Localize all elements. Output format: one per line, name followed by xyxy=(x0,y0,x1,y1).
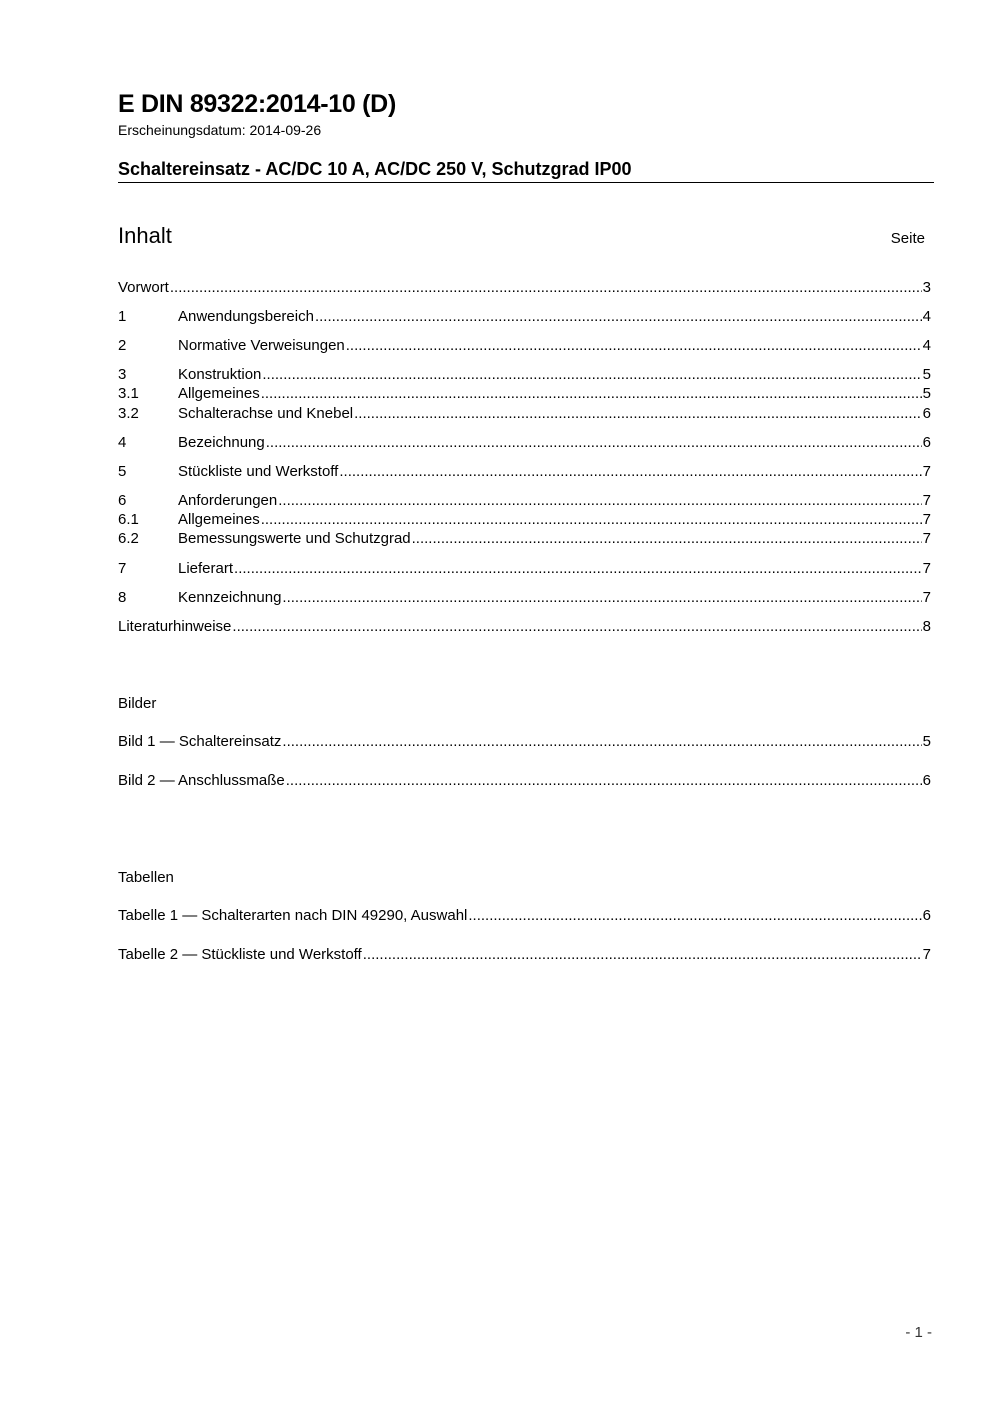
toc-entry-5[interactable] xyxy=(118,462,931,482)
figures-heading: Bilder xyxy=(118,695,157,712)
dot-leader xyxy=(234,559,922,579)
dot-leader xyxy=(266,433,922,453)
toc-entry-6-2[interactable] xyxy=(118,529,931,549)
toc-entry-8[interactable] xyxy=(118,588,931,608)
page-number: - 1 - xyxy=(905,1324,932,1341)
toc-entry-text: Normative Verweisungen xyxy=(178,337,345,354)
page-column-label: Seite xyxy=(890,230,925,247)
dot-leader xyxy=(282,588,921,608)
table-entry-page: 6 xyxy=(922,907,931,924)
table-entry-2[interactable] xyxy=(118,945,931,965)
dot-leader xyxy=(262,365,921,385)
dot-leader xyxy=(412,529,922,549)
toc-entry-page: 7 xyxy=(922,530,931,547)
toc-entry-text: Schalterachse und Knebel xyxy=(178,405,354,422)
toc-entry-3-2[interactable] xyxy=(118,404,931,424)
dot-leader xyxy=(232,617,921,637)
toc-entry-text: Anwendungsbereich xyxy=(178,308,314,325)
toc-entry-6-1[interactable] xyxy=(118,510,931,530)
toc-entry-page: 5 xyxy=(922,385,931,402)
toc-entry-6[interactable] xyxy=(118,491,931,511)
figure-entry-2[interactable] xyxy=(118,771,931,791)
table-entry-text: Tabelle 2 — Stückliste und Werkstoff xyxy=(118,946,362,963)
figure-entry-page: 5 xyxy=(922,733,931,750)
dot-leader xyxy=(315,307,922,327)
dot-leader xyxy=(363,945,922,965)
toc-entry-number: 8 xyxy=(118,589,127,606)
toc-entry-number: 6 xyxy=(118,492,127,509)
toc-entry-literaturhinweise[interactable] xyxy=(118,617,931,637)
toc-entry-page: 6 xyxy=(922,405,931,422)
toc-entry-text: Bemessungswerte und Schutzgrad xyxy=(178,530,411,547)
publication-date: Erscheinungsdatum: 2014-09-26 xyxy=(118,122,322,138)
dot-leader xyxy=(354,404,922,424)
toc-entry-text: Literaturhinweise xyxy=(118,618,232,635)
dot-leader xyxy=(170,278,922,298)
dot-leader xyxy=(339,462,921,482)
toc-entry-page: 3 xyxy=(922,279,931,296)
toc-entry-2[interactable] xyxy=(118,336,931,356)
toc-entry-number: 3.2 xyxy=(118,405,139,422)
toc-entry-number: 3.1 xyxy=(118,385,139,402)
toc-entry-number: 6.1 xyxy=(118,511,139,528)
toc-entry-number: 4 xyxy=(118,434,127,451)
toc-entry-1[interactable] xyxy=(118,307,931,327)
toc-entry-4[interactable] xyxy=(118,433,931,453)
figure-entry-text: Bild 2 — Anschlussmaße xyxy=(118,772,285,789)
toc-entry-number: 6.2 xyxy=(118,530,139,547)
toc-entry-number: 1 xyxy=(118,308,127,325)
document-title: Schaltereinsatz - AC/DC 10 A, AC/DC 250 V, Schutzgrad IP00 xyxy=(118,159,632,179)
dot-leader xyxy=(278,491,921,511)
toc-entry-page: 4 xyxy=(922,337,931,354)
toc-entry-3[interactable] xyxy=(118,365,931,385)
toc-entry-page: 7 xyxy=(922,511,931,528)
toc-entry-number: 3 xyxy=(118,366,127,383)
toc-entry-page: 5 xyxy=(922,366,931,383)
toc-entry-text: Allgemeines xyxy=(178,385,260,402)
toc-entry-text: Stückliste und Werkstoff xyxy=(178,463,339,480)
toc-entry-text: Bezeichnung xyxy=(178,434,265,451)
toc-entry-page: 8 xyxy=(922,618,931,635)
table-entry-1[interactable] xyxy=(118,906,931,926)
table-entry-page: 7 xyxy=(922,946,931,963)
figure-entry-page: 6 xyxy=(922,772,931,789)
dot-leader xyxy=(261,384,922,404)
toc-entry-page: 6 xyxy=(922,434,931,451)
toc-entry-text: Konstruktion xyxy=(178,366,262,383)
dot-leader xyxy=(346,336,922,356)
figure-entry-1[interactable] xyxy=(118,732,931,752)
toc-entry-page: 7 xyxy=(922,589,931,606)
toc-entry-page: 7 xyxy=(922,560,931,577)
toc-entry-7[interactable] xyxy=(118,559,931,579)
table-entry-text: Tabelle 1 — Schalterarten nach DIN 49290, Auswahl xyxy=(118,907,468,924)
toc-entry-number: 2 xyxy=(118,337,127,354)
document-id: E DIN 89322:2014-10 (D) xyxy=(118,90,396,118)
toc-entry-text: Allgemeines xyxy=(178,511,260,528)
tables-heading: Tabellen xyxy=(118,869,174,886)
toc-entry-vorwort[interactable] xyxy=(118,278,931,298)
toc-heading: Inhalt xyxy=(118,223,172,248)
toc-entry-page: 4 xyxy=(922,308,931,325)
dot-leader xyxy=(261,510,922,530)
toc-entry-text: Anforderungen xyxy=(178,492,278,509)
toc-entry-number: 7 xyxy=(118,560,127,577)
dot-leader xyxy=(282,732,921,752)
toc-entry-text: Kennzeichnung xyxy=(178,589,282,606)
toc-entry-text: Lieferart xyxy=(178,560,234,577)
dot-leader xyxy=(286,771,922,791)
dot-leader xyxy=(468,906,921,926)
toc-entry-page: 7 xyxy=(922,492,931,509)
toc-entry-3-1[interactable] xyxy=(118,384,931,404)
title-divider xyxy=(118,182,934,183)
toc-entry-page: 7 xyxy=(922,463,931,480)
toc-entry-text: Vorwort xyxy=(118,279,169,296)
figure-entry-text: Bild 1 — Schaltereinsatz xyxy=(118,733,282,750)
toc-entry-number: 5 xyxy=(118,463,127,480)
